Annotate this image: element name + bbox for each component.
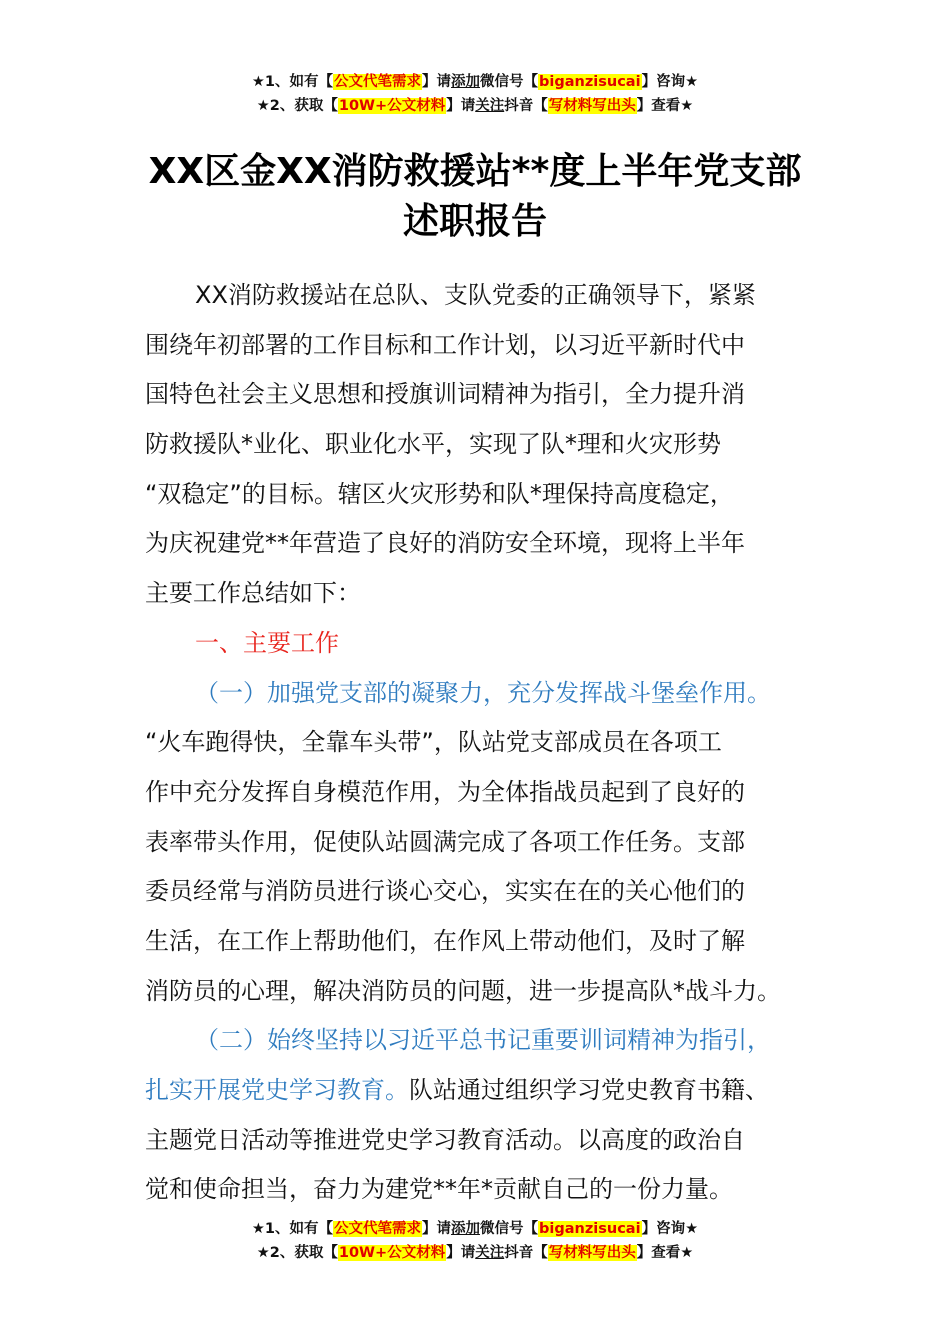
- footer-banner-line-2: [0, 1241, 950, 1265]
- body-line: 表率带头作用，促使队站圆满完成了各项工作任务。支部: [145, 827, 745, 856]
- document-body: [145, 271, 835, 1215]
- banner-text: ★1、如有【: [251, 74, 334, 90]
- banner-underline: 添加: [451, 74, 481, 90]
- banner-text: 】咨询★: [641, 74, 699, 90]
- body-line: 主要工作总结如下：: [145, 579, 361, 608]
- body-line: 围绕年初部署的工作目标和工作计划，以习近平新时代中: [145, 330, 745, 359]
- body-line: “双稳定”的目标。辖区火灾形势和队*理保持高度稳定，: [145, 479, 734, 508]
- subsection-heading-2-cont: 扎实开展党史学习教育。: [145, 1076, 409, 1104]
- banner-highlight: 公文代笔需求: [334, 74, 422, 90]
- banner-text: 】查看★: [636, 1245, 694, 1261]
- banner-text: 抖音【: [504, 1245, 548, 1261]
- banner-underline: 添加: [451, 1221, 481, 1237]
- banner-text: 】查看★: [636, 98, 694, 114]
- body-line: 消防员的心理，解决消防员的问题，进一步提高队*战斗力。: [145, 976, 781, 1005]
- footer-banner-line-1: [0, 1217, 950, 1241]
- banner-text: 】请: [446, 1245, 476, 1261]
- footer-banner: [0, 1217, 950, 1265]
- banner-text: 微信号【: [480, 1221, 539, 1237]
- banner-highlight: 公文代笔需求: [334, 1221, 422, 1237]
- body-line: 生活，在工作上帮助他们，在作风上带动他们，及时了解: [145, 926, 745, 955]
- document-title-line-2: 述职报告: [402, 201, 547, 242]
- body-text: 队站通过组织学习党史教育书籍、: [409, 1076, 769, 1104]
- banner-underline: 关注: [475, 98, 505, 114]
- banner-underline: 关注: [475, 1245, 505, 1261]
- document-title-line-1: XX区金XX消防救援站**度上半年党支部: [148, 151, 802, 192]
- header-banner: [0, 70, 950, 118]
- banner-text: 抖音【: [504, 98, 548, 114]
- banner-text: 】咨询★: [641, 1221, 699, 1237]
- banner-text: 】请: [422, 74, 452, 90]
- body-line: 国特色社会主义思想和授旗训词精神为指引，全力提升消: [145, 380, 745, 409]
- banner-highlight: 写材料写出头: [548, 98, 636, 114]
- header-banner-line-2: [0, 94, 950, 118]
- body-line: 作中充分发挥自身模范作用，为全体指战员起到了良好的: [145, 777, 745, 806]
- banner-text: 微信号【: [480, 74, 539, 90]
- banner-highlight: 10W+公文材料: [338, 98, 446, 114]
- body-line: [145, 1066, 835, 1116]
- banner-highlight: biganzisucai: [539, 1221, 641, 1237]
- body-line: 防救援队*业化、职业化水平，实现了队*理和火灾形势: [145, 430, 721, 459]
- body-line: 委员经常与消防员进行谈心交心，实实在在的关心他们的: [145, 877, 745, 906]
- banner-text: 】请: [446, 98, 476, 114]
- header-banner-line-1: [0, 70, 950, 94]
- banner-text: ★1、如有【: [251, 1221, 334, 1237]
- banner-text: ★2、获取【: [256, 1245, 338, 1261]
- banner-text: 】请: [422, 1221, 452, 1237]
- banner-text: ★2、获取【: [256, 98, 338, 114]
- banner-highlight: 10W+公文材料: [338, 1245, 446, 1261]
- body-line: 觉和使命担当，奋力为建党**年*贡献自己的一份力量。: [145, 1175, 733, 1204]
- banner-highlight: biganzisucai: [539, 74, 641, 90]
- subsection-heading-2: （二）始终坚持以习近平总书记重要训词精神为指引，: [195, 1026, 771, 1055]
- body-line: 主题党日活动等推进党史学习教育活动。以高度的政治自: [145, 1125, 745, 1154]
- subsection-heading-1: （一）加强党支部的凝聚力，充分发挥战斗堡垒作用。: [195, 678, 771, 707]
- banner-highlight: 写材料写出头: [548, 1245, 636, 1261]
- body-line: XX消防救援站在总队、支队党委的正确领导下，紧紧: [195, 281, 756, 309]
- body-line: “火车跑得快，全靠车头带”，队站党支部成员在各项工: [145, 728, 722, 757]
- body-line: 为庆祝建党**年营造了良好的消防安全环境，现将上半年: [145, 529, 745, 558]
- section-heading: 一、主要工作: [195, 628, 339, 657]
